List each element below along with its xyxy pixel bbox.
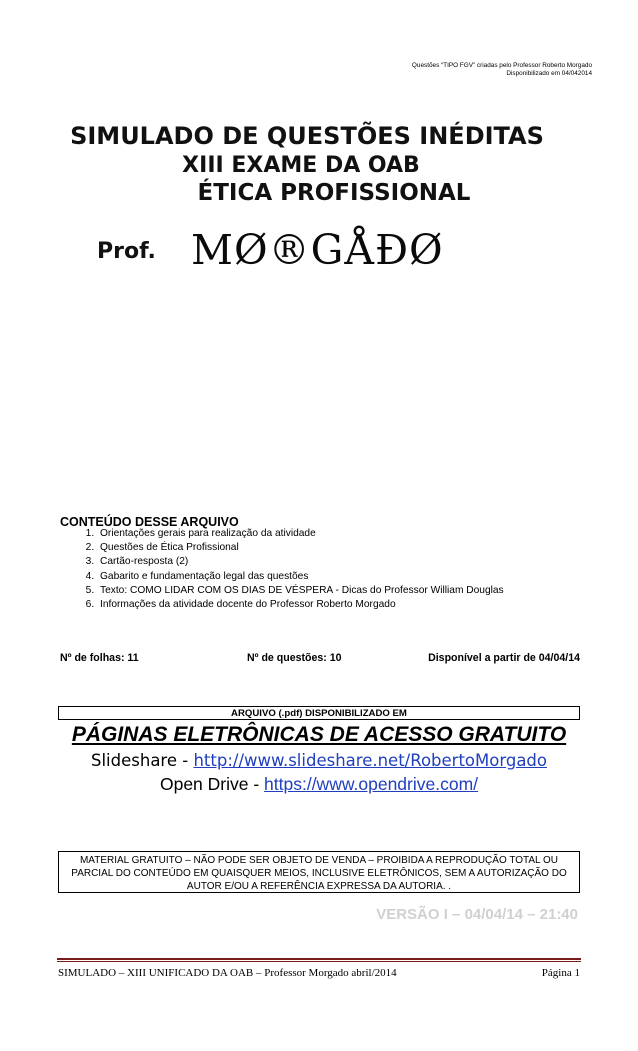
list-item: 2. Questões de Ética Profissional: [97, 541, 617, 555]
available-date: Disponível a partir de 04/04/14: [428, 652, 580, 664]
availability-box-label: ARQUIVO (.pdf) DISPONIBILIZADO EM: [58, 706, 580, 720]
contents-heading: CONTEÚDO DESSE ARQUIVO: [60, 515, 239, 529]
footer-title: SIMULADO – XIII UNIFICADO DA OAB – Professor Morgado abril/2014: [58, 967, 397, 979]
author-logo: MØ®GÅÐØ: [191, 226, 444, 274]
sheet-count: Nº de folhas: 11: [60, 652, 139, 664]
opendrive-line: [0, 774, 638, 795]
footer-divider: [57, 958, 581, 960]
opendrive-link[interactable]: https://www.opendrive.com/: [264, 774, 479, 794]
notice-line-3: AUTOR E/OU A REFERÊNCIA EXPRESSA DA AUTORIA. .: [186, 881, 452, 892]
list-item: 4. Gabarito e fundamentação legal das questões: [97, 570, 617, 584]
free-pages-title: PÁGINAS ELETRÔNICAS DE ACESSO GRATUITO: [71, 723, 567, 746]
header-date: Disponibilizado em 04/042014: [506, 70, 592, 77]
notice-line-2: PARCIAL DO CONTEÚDO EM QUAISQUER MEIOS, INCLUSIVE ELETRÔNICOS, SEM A AUTORIZAÇÃO DO: [71, 868, 567, 879]
notice-line-1: MATERIAL GRATUITO – NÃO PODE SER OBJETO DE VENDA – PROIBIDA A REPRODUÇÃO TOTAL OU: [79, 855, 559, 866]
opendrive-label: Open Drive -: [159, 774, 265, 794]
contents-list: [60, 527, 617, 612]
question-count: Nº de questões: 10: [247, 652, 342, 664]
version-label: VERSÃO I – 04/04/14 – 21:40: [376, 906, 578, 923]
slideshare-line: [0, 750, 638, 771]
author-prefix: Prof.: [97, 239, 156, 264]
list-item: 5. Texto: COMO LIDAR COM OS DIAS DE VÉSPERA - Dicas do Professor William Douglas: [97, 584, 617, 598]
slideshare-label: Slideshare -: [91, 751, 194, 770]
list-item: 1. Orientações gerais para realização da atividade: [97, 527, 617, 541]
title-line-1: SIMULADO DE QUESTÕES INÉDITAS: [70, 122, 544, 150]
copyright-notice: [58, 851, 580, 893]
title-line-2: XIII EXAME DA OAB: [182, 153, 420, 178]
page-number: Página 1: [541, 967, 580, 979]
list-item: 3. Cartão-resposta (2): [97, 555, 617, 569]
title-line-3: ÉTICA PROFISSIONAL: [197, 180, 471, 206]
footer-divider-thin: [57, 961, 581, 962]
slideshare-link[interactable]: http://www.slideshare.net/RobertoMorgado: [193, 751, 547, 770]
header-credit: Questões “TIPO FGV” criadas pelo Professor Roberto Morgado: [411, 62, 592, 69]
list-item: 6. Informações da atividade docente do Professor Roberto Morgado: [97, 598, 617, 612]
